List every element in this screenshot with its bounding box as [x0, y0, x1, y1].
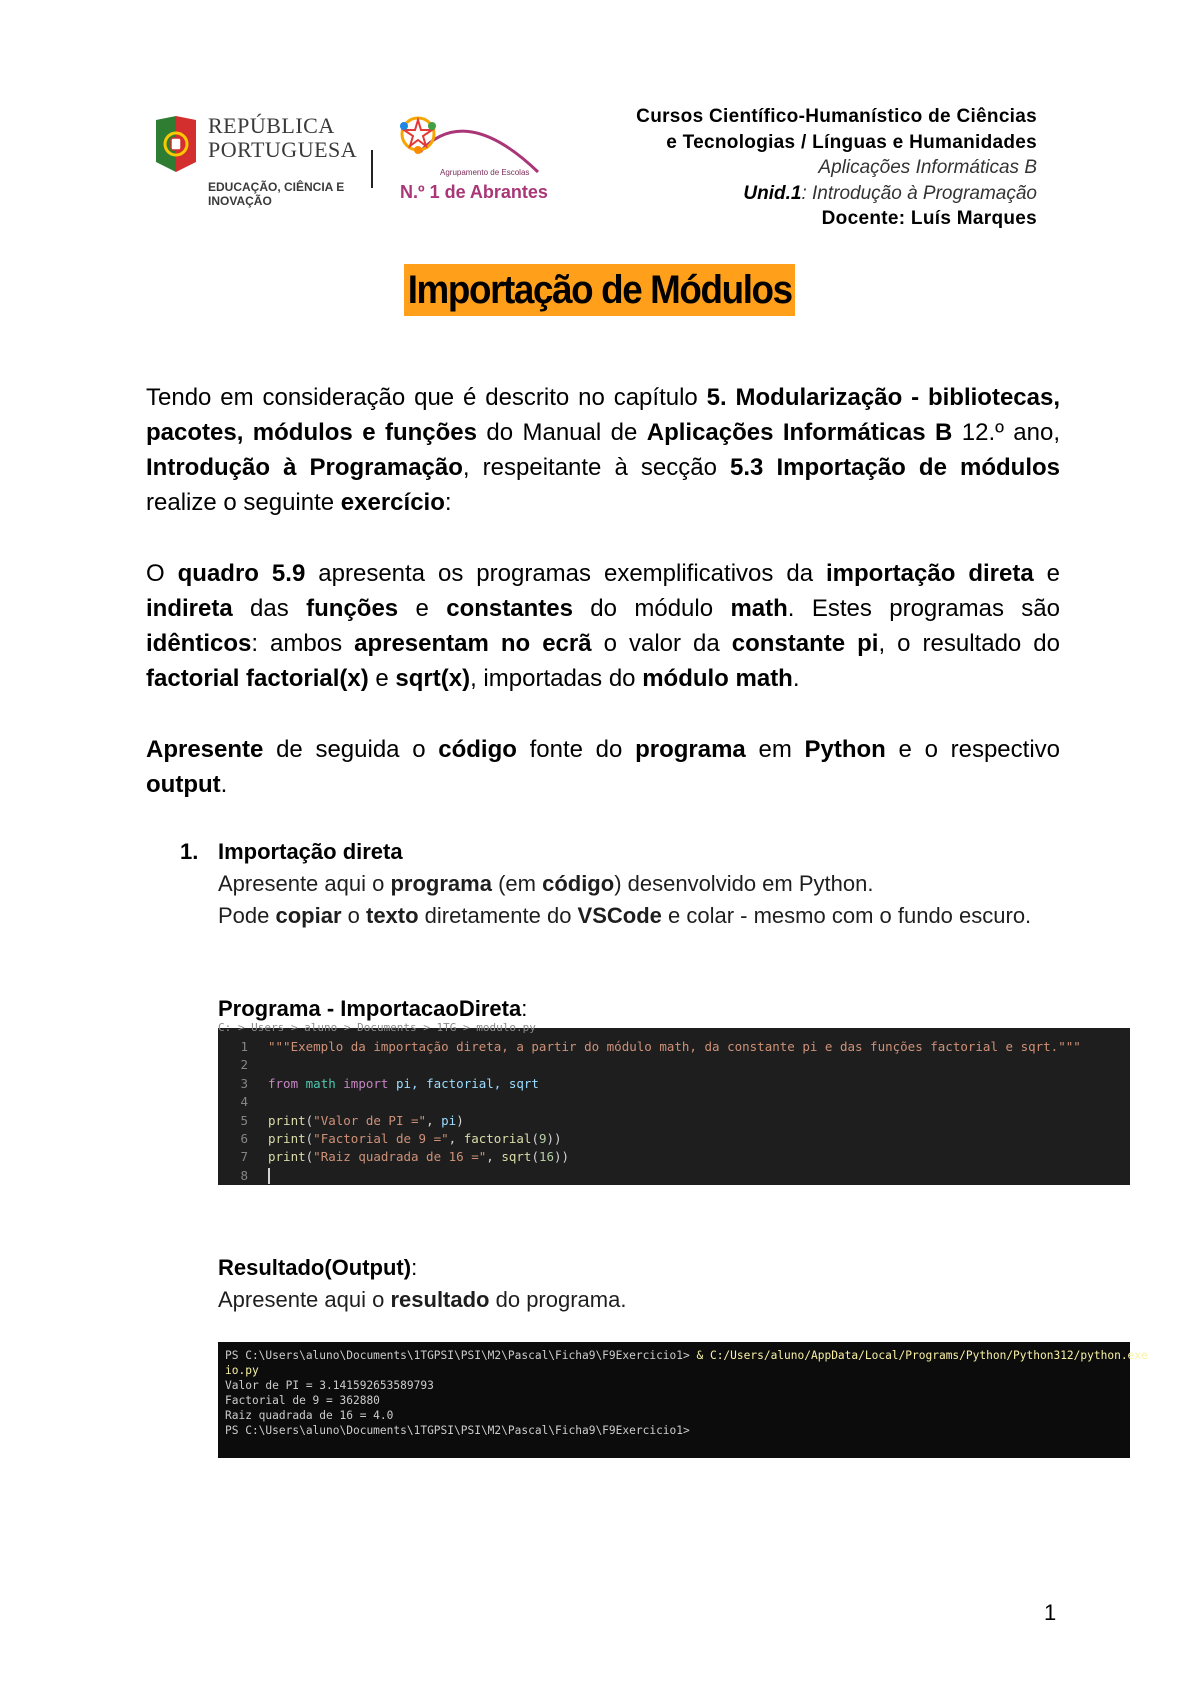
terminal-line: Raiz quadrada de 16 = 4.0 [225, 1409, 394, 1422]
course-line-2: e Tecnologias / Línguas e Humanidades [666, 131, 1037, 153]
logo-agrupamento-name: N.º 1 de Abrantes [400, 182, 548, 202]
terminal-screenshot [218, 1342, 1148, 1458]
terminal-line: Factorial de 9 = 362880 [225, 1394, 380, 1407]
logo-republica-line2: PORTUGUESA [208, 137, 358, 162]
agrupamento-logo [390, 112, 548, 212]
logo-republica-line1: REPÚBLICA [208, 113, 335, 138]
terminal-line: Valor de PI = 3.141592653589793 [225, 1379, 434, 1392]
terminal-line: PS C:\Users\aluno\Documents\1TGPSI\PSI\M2\Pascal\Ficha9\F9Exercicio1> & C:/Users/aluno/AppData/Local/Programs/Python/Python312/python.exe [225, 1349, 1148, 1362]
list-item-line-2: Pode copiar o texto diretamente do VSCode e colar - mesmo com o fundo escuro. [218, 903, 1032, 928]
apresente-paragraph: Apresente de seguida o código fonte do programa em Python e o respectivo output. [146, 736, 1060, 798]
list-item-line-1: Apresente aqui o programa (em código) desenvolvido em Python. [218, 871, 874, 896]
logo-agrupamento-subtitle: Agrupamento de Escolas [440, 168, 530, 177]
list-item-body [218, 836, 1060, 932]
course-line-1: Cursos Científico-Humanístico de Ciências [636, 106, 1037, 127]
unit-title: : Introdução à Programação [801, 182, 1037, 204]
program-label: Programa - ImportacaoDireta: [218, 996, 528, 1021]
course-header [636, 104, 1037, 232]
text-cursor [268, 1168, 270, 1184]
terminal-line: io.py [225, 1364, 259, 1377]
list-item-number: 1. [180, 839, 199, 864]
teacher-line: Docente: Luís Marques [821, 208, 1037, 229]
code-screenshot: C: > Users > aluno > Documents > 1TG > modulo.py 1 """Exemplo da importação direta, a partir do módulo math, da constante pi e das funções factorial e sqrt.""" 2 3 from math import pi, factorial, sqrt 4 5 print("Valor de PI =", pi) 6 print("Factorial de 9 =", factorial(9)) 7 print("Raiz quadrada de 16 =", sqrt(16)) 8 [218, 1028, 1130, 1185]
logo-ministry: EDUCAÇÃO, CIÊNCIA E INOVAÇÃO [208, 180, 345, 208]
title-wrapper [0, 264, 1200, 316]
intro-paragraph: Tendo em consideração que é descrito no capítulo 5. Modularização - bibliotecas, pacotes, módulos e funções do Manual de Aplicações Informáticas B 12.º ano, Introdução à Programação, respeitante à secção 5.3 Importação de módulos realize o seguinte exercício: [146, 384, 1061, 516]
republica-portuguesa-logo [154, 112, 364, 212]
unit-label: Unid.1 [743, 182, 802, 204]
terminal-line: PS C:\Users\aluno\Documents\1TGPSI\PSI\M2\Pascal\Ficha9\F9Exercicio1> [225, 1424, 690, 1437]
list-item-heading: Importação direta [218, 839, 403, 864]
portugal-emblem-icon [154, 116, 198, 174]
unit-line [636, 181, 1037, 207]
quadro-paragraph: O quadro 5.9 apresenta os programas exemplificativos da importação direta e indireta das funções e constantes do módulo math. Estes programas são idênticos: ambos apresentam no ecrã o valor da constante pi, o resultado do factorial factorial(x) e sqrt(x), importadas do módulo math. [146, 560, 1061, 692]
logo-divider [371, 150, 373, 188]
page-number: 1 [1044, 1600, 1057, 1625]
page-title: Importação de Módulos [404, 264, 795, 316]
subject-line: Aplicações Informáticas B [818, 157, 1037, 178]
result-label: Resultado(Output): Apresente aqui o resultado do programa. [218, 1255, 627, 1312]
code-breadcrumb: C: > Users > aluno > Documents > 1TG > modulo.py [218, 1021, 536, 1034]
